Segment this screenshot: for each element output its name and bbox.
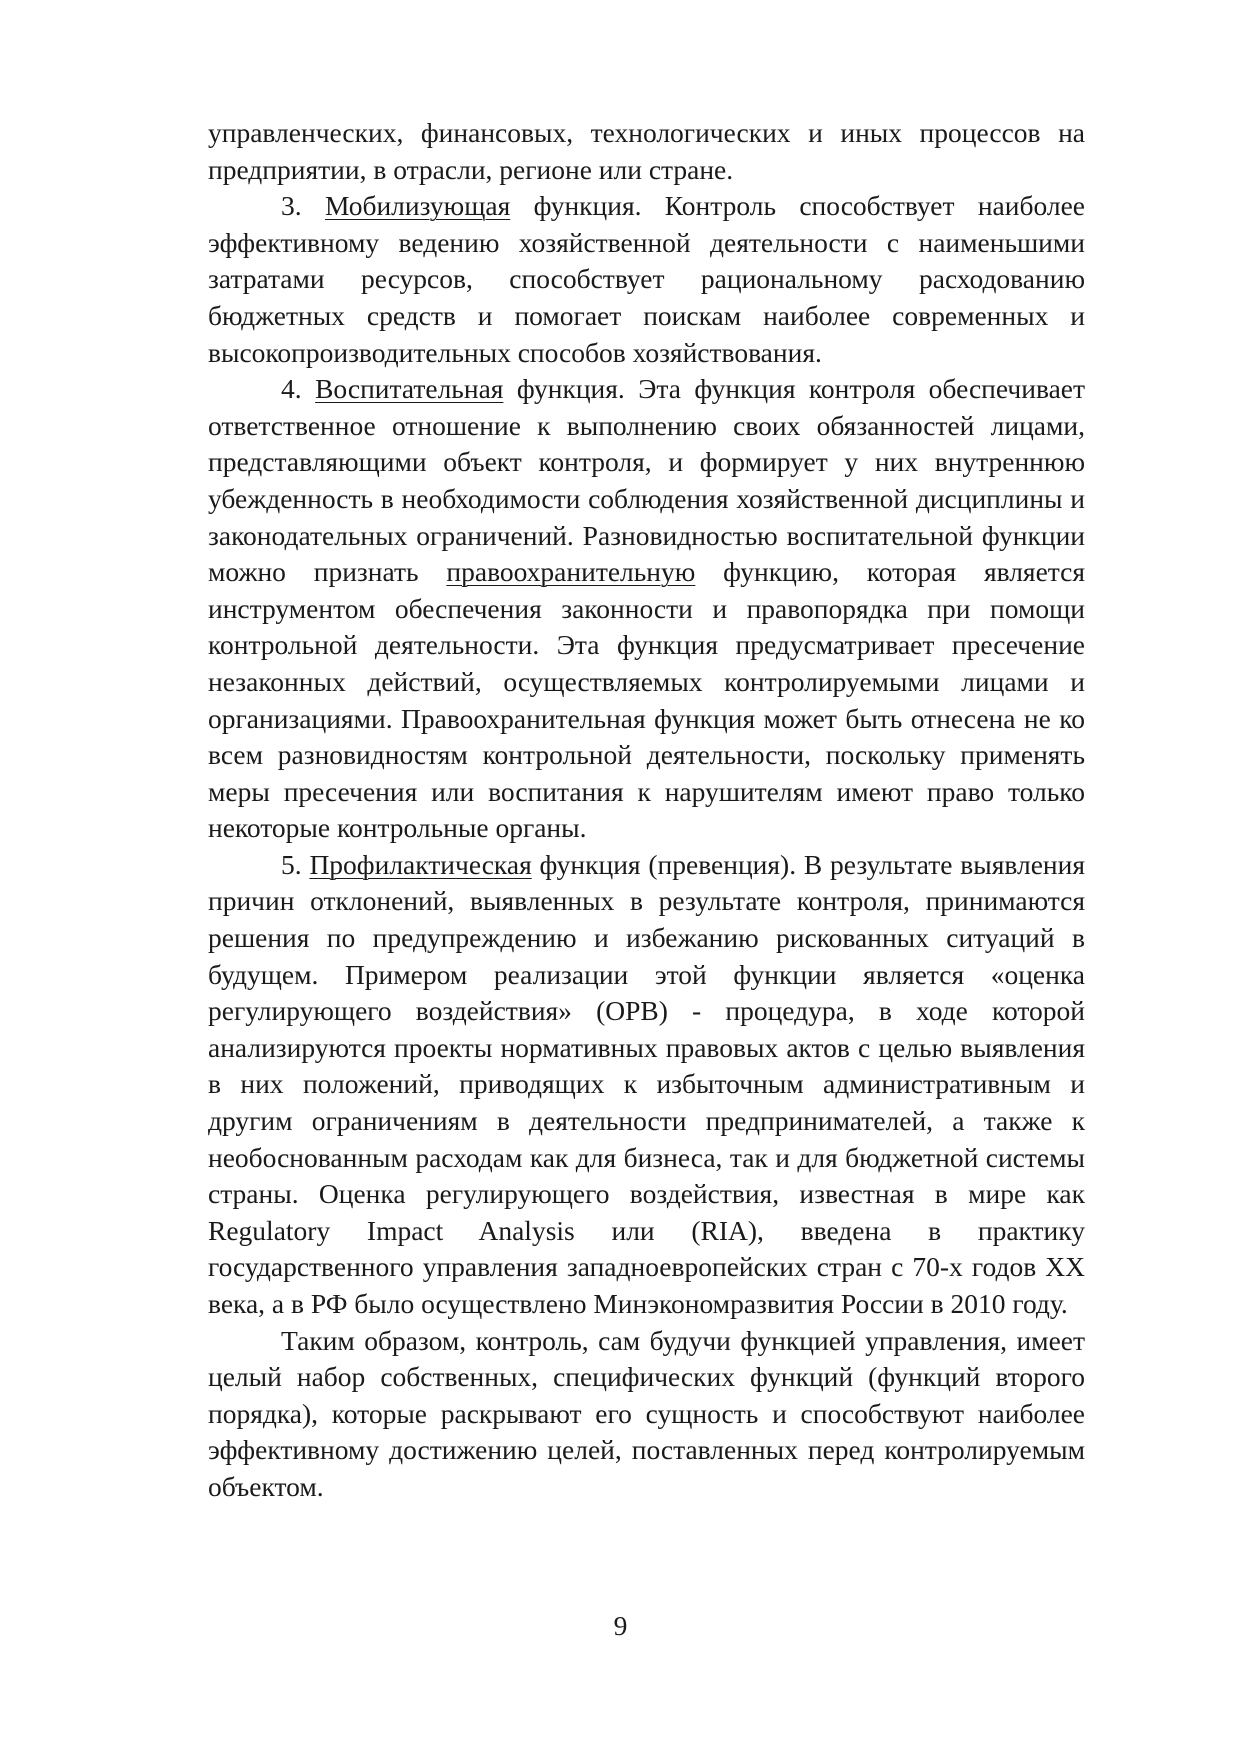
paragraph-mobilizing-function [208, 188, 1085, 371]
paragraph-continuation [208, 115, 1085, 188]
paragraph-text: управленческих, финансовых, технологических и иных процессов на предприятии, в отрасли, регионе или стране. [208, 117, 1085, 185]
paragraph-educational-function [208, 371, 1085, 847]
paragraph-text: Таким образом, контроль, сам будучи функцией управления, имеет целый набор собственных, специфических функций (функций второго порядка), которые раскрывают его сущность и способствуют наиболее эффективному достижению целей, поставленных перед контролируемым объектом. [208, 1324, 1085, 1502]
term-mobilizing: Мобилизующая [324, 190, 511, 222]
paragraph-text: функция. Контроль способствует наиболее эффективному ведению хозяйственной деятельности с наименьшими затратами ресурсов, способствует рациональному расходованию бюджетных средств и помогает поискам наиболее современных и высокопроизводительных способов хозяйствования. [208, 190, 1085, 368]
term-preventive: Профилактическая [309, 848, 532, 880]
page-body [208, 115, 1085, 1506]
paragraph-text: функция. Эта функция контроля обеспечивает ответственное отношение к выполнению своих обязанностей лицами, представляющими объект контроля, и формирует у них внутреннюю убежденность в необходимости соблюдения хозяйственной дисциплины и законодательных ограничений. Разновидностью воспитательной функции можно признать [208, 373, 1085, 588]
paragraph-preventive-function [208, 847, 1085, 1323]
list-number: 3. [281, 190, 325, 222]
paragraph-text: функцию, которая является инструментом обеспечения законности и правопорядка при помощи контрольной деятельности. Эта функция предусматривает пресечение незаконных действий, осуществляемых контролируемыми лицами и организациями. Правоохранительная функция может быть отнесена не ко всем разновидностям контрольной деятельности, поскольку применять меры пресечения или воспитания к нарушителям имеют право только некоторые контрольные органы. [208, 556, 1085, 844]
paragraph-conclusion [208, 1323, 1085, 1506]
term-educational: Воспитательная [315, 373, 504, 405]
term-law-enforcement: правоохранительную [446, 556, 696, 588]
list-number: 5. [281, 848, 310, 880]
paragraph-text: функция (превенция). В результате выявления причин отклонений, выявленных в результате контроля, принимаются решения по предупреждению и избежанию рискованных ситуаций в будущем. Примером реализации этой функции является «оценка регулирующего воздействия» (ОРВ) - процедура, в ходе которой анализируются проекты нормативных правовых актов с целью выявления в них положений, приводящих к избыточным административным и другим ограничениям в деятельности предпринимателей, а также к необоснованным расходам как для бизнеса, так и для бюджетной системы страны. Оценка регулирующего воздействия, известная в мире как Regulatory Impact Analysis или (RIA), введена в практику государственного управления западноевропейских стран с 70-х годов XX века, а в РФ было осуществлено Минэкономразвития России в 2010 году. [208, 848, 1085, 1319]
list-number: 4. [281, 373, 316, 405]
page-number: 9 [613, 1610, 628, 1641]
